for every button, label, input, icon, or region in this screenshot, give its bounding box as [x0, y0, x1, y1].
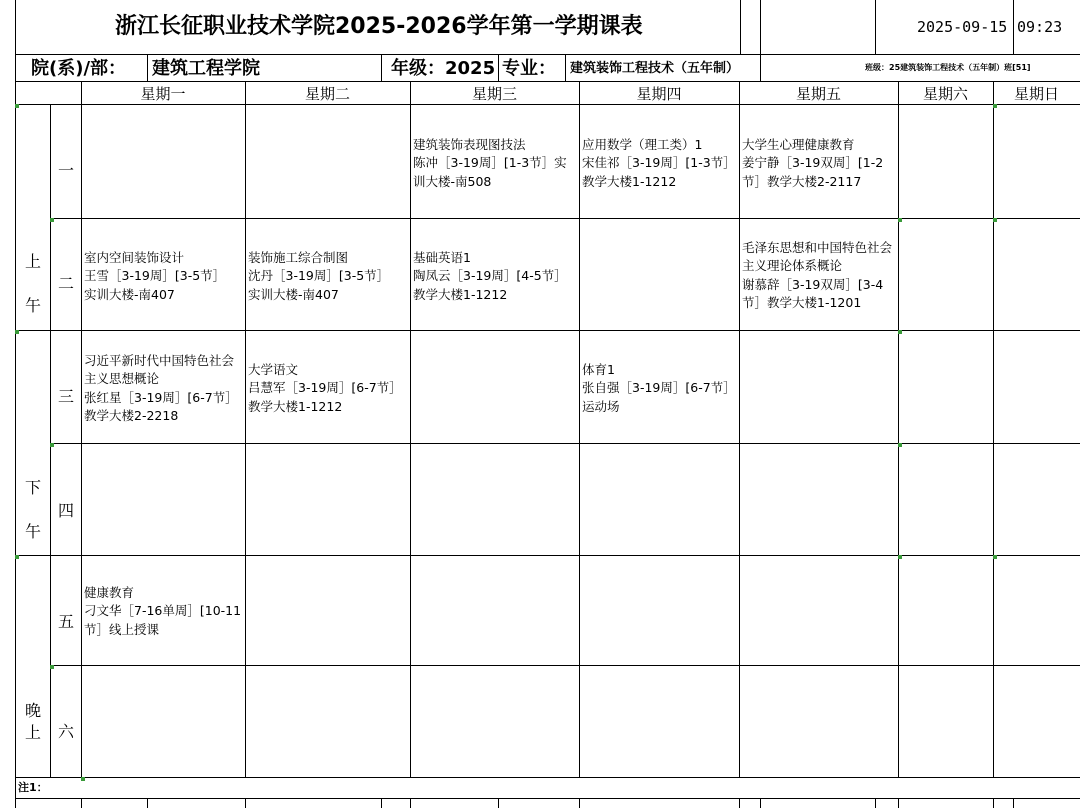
- section-morning: 上午: [24, 252, 41, 315]
- course-name: 建筑装饰表现图技法: [413, 137, 526, 152]
- course-teacher: 陶凤云［3-19周］[4-5节］: [413, 268, 567, 284]
- course-cell-tue-p3: [248, 361, 408, 416]
- course-name: 应用数学（理工类）1: [582, 137, 703, 152]
- course-name: 健康教育: [84, 585, 135, 600]
- major-value: 建筑装饰工程技术（五年制）: [570, 61, 740, 76]
- course-name: 装饰施工综合制图: [248, 250, 349, 265]
- course-teacher: 张红星［3-19周］[6-7节］: [84, 389, 238, 405]
- course-cell-mon-p5: [84, 584, 243, 639]
- course-room: 实训大楼-南407: [248, 286, 339, 302]
- print-date: 2025-09-15: [917, 18, 1008, 36]
- period-1: 一: [57, 161, 74, 180]
- day-header-mon: 星期一: [140, 85, 186, 103]
- course-detail: 姜宁静［3-19双周］[1-2节］教学大楼2-2117: [742, 155, 884, 189]
- period-6: 六: [57, 722, 74, 741]
- course-name: 习近平新时代中国特色社会主义思想概论: [84, 353, 235, 387]
- class-info: 班级：25建筑装饰工程技术（五年制）班[51]: [865, 63, 1031, 72]
- period-4: 四: [57, 501, 74, 520]
- course-room: 教学大楼2-2218: [84, 408, 179, 424]
- section-afternoon: 下午: [24, 478, 41, 541]
- course-cell-mon-p3: [84, 352, 243, 426]
- course-detail: 陈冲［3-19周］[1-3节］实训大楼-南508: [413, 155, 567, 189]
- course-detail: 张自强［3-19周］[6-7节］运动场: [582, 380, 736, 414]
- course-name: 基础英语1: [413, 250, 471, 265]
- course-room: 教学大楼1-1212: [248, 398, 343, 414]
- course-cell-fri-p1: [742, 136, 896, 191]
- day-header-thu: 星期四: [636, 85, 682, 103]
- course-cell-wed-p2: [413, 249, 577, 304]
- course-cell-thu-p3: [582, 361, 737, 416]
- course-room: 实训大楼-南407: [84, 286, 175, 302]
- course-detail: 宋佳祁［3-19周］[1-3节］教学大楼1-1212: [582, 155, 736, 189]
- major-label: 专业：: [502, 58, 556, 79]
- period-5: 五: [57, 612, 74, 631]
- course-teacher: 王雪［3-19周］[3-5节］: [84, 268, 226, 284]
- day-header-tue: 星期二: [304, 85, 350, 103]
- day-header-sat: 星期六: [922, 85, 968, 103]
- course-teacher: 吕慧军［3-19周］[6-7节］: [248, 380, 402, 396]
- day-header-wed: 星期三: [471, 85, 517, 103]
- print-time: 09:23: [1017, 18, 1063, 36]
- page-title: 浙江长征职业技术学院2025-2026学年第一学期课表: [115, 14, 643, 39]
- section-evening: 晚上: [24, 701, 41, 742]
- course-cell-wed-p1: [413, 136, 577, 191]
- day-header-sun: 星期日: [1013, 85, 1059, 103]
- course-detail: 谢慕辞［3-19双周］[3-4节］教学大楼1-1201: [742, 276, 884, 311]
- period-3: 三: [57, 387, 74, 406]
- course-name: 毛泽东思想和中国特色社会主义理论体系概论: [742, 240, 893, 274]
- course-detail: 刁文华［7-16单周］[10-11节］线上授课: [84, 603, 242, 637]
- note-label: 注1：: [18, 781, 48, 794]
- course-name: 体育1: [582, 362, 615, 377]
- course-teacher: 沈丹［3-19周］[3-5节］: [248, 268, 390, 284]
- course-cell-mon-p2: [84, 249, 243, 304]
- department-value: 建筑工程学院: [152, 58, 260, 79]
- course-cell-tue-p2: [248, 249, 408, 304]
- department-label: 院(系)/部：: [31, 58, 127, 79]
- grade-label: 年级：2025: [391, 58, 496, 79]
- course-room: 教学大楼1-1212: [413, 286, 508, 302]
- course-cell-thu-p1: [582, 136, 737, 191]
- period-2: 二: [57, 274, 74, 293]
- course-name: 大学语文: [248, 362, 299, 377]
- day-header-fri: 星期五: [795, 85, 841, 103]
- course-name: 大学生心理健康教育: [742, 137, 855, 152]
- course-cell-fri-p2: [742, 239, 896, 313]
- course-name: 室内空间装饰设计: [84, 250, 185, 265]
